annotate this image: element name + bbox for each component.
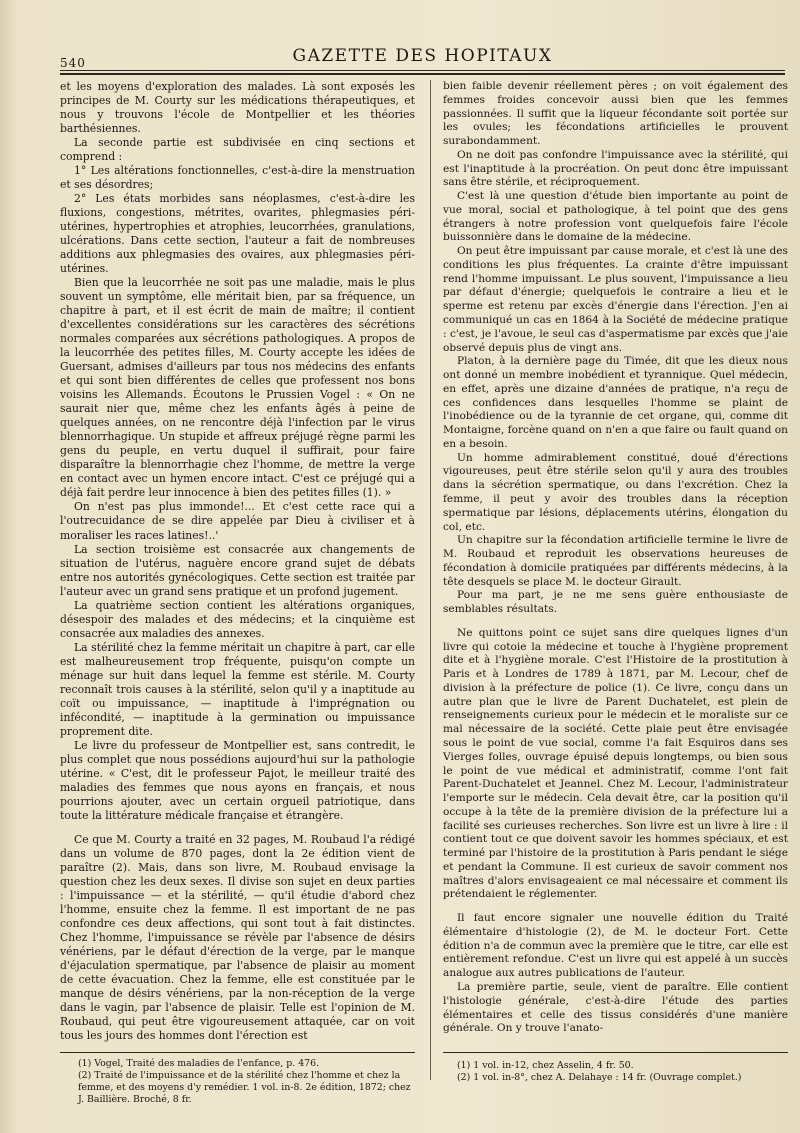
paragraph: La quatrième section contient les altérations organiques, désespoir des malades et des médecins; et la cinquième est consacrée aux maladies des annexes. — [60, 598, 415, 640]
journal-title: GAZETTE DES HOPITAUX — [292, 46, 553, 66]
paragraph: Ne quittons point ce sujet sans dire quelques lignes d'un livre qui cotoie la médecine et touche à l'hygiène proprement dite et à l'hygiène morale. C'est l'Histoire de la prostitution à Paris et à Londres de 1789 à 1871, par M. Lecour, chef de division à la préfecture de police (1). Ce livre, conçu dans un autre plan que le livre de Parent Duchatelet, est plein de renseignements curieux pour le médecin et le moraliste sur ce mal nécessaire de la société. Cette plaie peut être envisagée sous le point de vue social, comme l'a fait Esquiros dans ses Vierges folles, ouvrage épuisé depuis longtemps, ou bien sous le point de vue médical et administratif, comme l'ont fait Parent-Duchatelet et Jeannel. Chez M. Lecour, l'administrateur l'emporte sur le médecin. Cela devait être, car la position qu'il occupe à la tête de la première division de la préfecture lui a facilité ses curieuses recherches. Son livre est un livre à lire : il contient tout ce que doivent savoir les hommes spéciaux, et est terminé par l'histoire de la prostitution à Paris pendant le siége et pendant la Commune. Il est curieux de savoir comment nos maîtres d'alors envisageaient ce mal nécessaire et comment ils prétendaient le réglementer. — [443, 626, 788, 901]
footnote: (1) 1 vol. in-12, chez Asselin, 4 fr. 50. — [457, 1060, 634, 1071]
paragraph: La stérilité chez la femme méritait un chapitre à part, car elle est malheureusement trop fréquente, puisqu'on compte un ménage sur huit dans lequel la femme est stérile. M. Courty reconnaît trois causes à la stérilité, selon qu'il y a inaptitude au coït ou impuissance, — inaptitude à l'imprégnation ou infécondité, — inaptitude à la germination ou impuissance proprement dite. — [60, 640, 415, 738]
footnotes-left — [78, 1058, 418, 1106]
paragraph: Un chapitre sur la fécondation artificielle termine le livre de M. Roubaud et reproduit les observations heureuses de fécondation à domicile pratiquées par différents médecins, à la tête desquels se place M. le docteur Girault. — [443, 534, 788, 588]
paragraph: bien faible devenir réellement pères ; on voit également des femmes froides concevoir aussi bien que les femmes passionnées. Il suffit que la liqueur fécondante soit portée sur les ovules; les fécondations artificielles le prouvent surabondamment. — [443, 80, 788, 148]
paragraph: Un homme admirablement constitué, doué d'érections vigoureuses, peut être stérile selon qu'il y aura des troubles dans la sécrétion spermatique, ou dans l'excrétion. Chez la femme, il peut y avoir des troubles dans la réception spermatique par lésions, déplacements utérins, élongation du col, etc. — [443, 451, 788, 533]
paragraph: La section troisième est consacrée aux changements de situation de l'utérus, naguère encore grand sujet de débats entre nos autorités gynécologiques. Cette section est traitée par l'auteur avec un grand sens pratique et un profond jugement. — [60, 542, 415, 598]
paragraph: Le livre du professeur de Montpellier est, sans contredit, le plus complet que nous possédions aujourd'hui sur la pathologie utérine. « C'est, dit le professeur Pajot, le meilleur traité des maladies des femmes que nous ayons en français, et nous pourrions ajouter, avec un certain orgueil patriotique, dans toute la littérature médicale française et étrangère. — [60, 738, 415, 822]
paragraph: C'est là une question d'étude bien importante au point de vue moral, social et pathologique, à tel point que des gens étrangers à notre profession vont quelquefois faire l'école buissonnière dans le domaine de la médecine. — [443, 190, 788, 244]
page-number: 540 — [60, 56, 86, 70]
paragraph: 1° Les altérations fonctionnelles, c'est-à-dire la menstruation et ses désordres; — [60, 164, 415, 192]
paragraph: La première partie, seule, vient de paraître. Elle contient l'histologie générale, c'est-à-dire l'étude des parties élémentaires et celle des tissus considérés d'une manière générale. On y trouve l'anato- — [443, 981, 788, 1035]
footnotes-right — [457, 1060, 787, 1084]
header-rule-thick — [60, 73, 785, 75]
footnote: (2) 1 vol. in-8°, chez A. Delahaye : 14 fr. (Ouvrage complet.) — [457, 1072, 742, 1083]
paragraph: On peut être impuissant par cause morale, et c'est là une des conditions les plus fréquentes. La crainte d'être impuissant rend l'homme impuissant. Le plus souvent, l'impuissance a lieu par défaut d'énergie; quelquefois le contraire a lieu et le sperme est retenu par excès d'énergie dans l'érection. J'en ai communiqué un cas en 1864 à la Société de médecine pratique : c'est, je l'avoue, le seul cas d'aspermatisme par excès que j'aie observé depuis plus de vingt ans. — [443, 245, 788, 354]
paragraph: Pour ma part, je ne me sens guère enthousiaste de semblables résultats. — [443, 589, 788, 616]
paragraph: On ne doit pas confondre l'impuissance avec la stérilité, qui est l'inaptitude à la procréation. On peut donc être impuissant sans être stérile, et réciproquement. — [443, 148, 788, 189]
left-column — [60, 80, 415, 1043]
footnote-rule-left — [60, 1052, 415, 1053]
column-divider — [430, 80, 431, 1080]
header-rule — [60, 70, 785, 71]
paragraph: La seconde partie est subdivisée en cinq sections et comprend : — [60, 136, 415, 164]
paragraph: Bien que la leucorrhée ne soit pas une maladie, mais le plus souvent un symptôme, elle méritait bien, par sa fréquence, un chapitre à part, et il est écrit de main de maître; il contient d'excellentes considérations sur les caractères des sécrétions normales comparées aux sécrétions pathologiques. A propos de la leucorrhée des petites filles, M. Courty accepte les idées de Guersant, admises d'ailleurs par tous nos médecins des enfants et qui sont bien différentes de celles que professent nos bons voisins les Allemands. Écoutons le Prussien Vogel : « On ne saurait nier que, même chez les enfants âgés à peine de quelques années, on ne rencontre déjà l'infection par le virus blennorrhagique. Un stupide et affreux préjugé règne parmi les gens du peuple, en vertu duquel il suffirait, pour faire disparaître la blennorrhagie chez l'homme, de mettre la verge en contact avec un hymen encore intact. C'est ce préjugé qui a déjà fait perdre leur innocence à bien des petites filles (1). » — [60, 276, 415, 500]
masthead — [60, 44, 785, 70]
footnote: (2) Traité de l'impuissance et de la stérilité chez l'homme et chez la femme, et des moyens d'y remédier. 1 vol. in-8. 2e édition, 1872; chez J. Baillière. Broché, 8 fr. — [78, 1070, 411, 1105]
footnote: (1) Vogel, Traité des maladies de l'enfance, p. 476. — [78, 1058, 320, 1069]
paragraph: Ce que M. Courty a traité en 32 pages, M. Roubaud l'a rédigé dans un volume de 870 pages, dont la 2e édition vient de paraître (2). Mais, dans son livre, M. Roubaud envisage la question chez les deux sexes. Il divise son sujet en deux parties : l'impuissance — et la stérilité, — qu'il étudie d'abord chez l'homme, ensuite chez la femme. Il est important de ne pas confondre ces deux affections, qui sont tout à fait distinctes. Chez l'homme, l'impuissance se révèle par l'absence de désirs vénériens, par le défaut d'érection de la verge, par le manque d'éjaculation spermatique, par l'absence de plaisir au moment de cette évacuation. Chez la femme, elle est constituée par le manque de désirs vénériens, par la non-réception de la verge dans le vagin, par l'absence de plaisir. Telle est l'opinion de M. Roubaud, qui peut être vigoureusement attaquée, car on voit tous les jours des hommes dont l'érection est — [60, 832, 415, 1043]
paragraph: 2° Les états morbides sans néoplasmes, c'est-à-dire les fluxions, congestions, métrites, ovarites, phlegmasies péri-utérines, hypertrophies et atrophies, leucorrhées, granulations, ulcérations. Dans cette section, l'auteur a fait de nombreuses additions aux phlegmasies des ovaires, aux phlegmasies péri-utérines. — [60, 192, 415, 276]
paragraph: On n'est pas plus immonde!... Et c'est cette race qui a l'outrecuidance de se dire appelée par Dieu à civiliser et à moraliser les races latines!..' — [60, 500, 415, 542]
footnote-rule-right — [443, 1052, 788, 1053]
paragraph: et les moyens d'exploration des malades. Là sont exposés les principes de M. Courty sur les médications thérapeutiques, et nous y trouvons l'école de Montpellier et les théories barthésiennes. — [60, 80, 415, 136]
paragraph: Il faut encore signaler une nouvelle édition du Traité élémentaire d'histologie (2), de M. le docteur Fort. Cette édition n'a de commun avec la première que le titre, car elle est entièrement refondue. C'est un livre qui est appelé à un succès analogue aux autres publications de l'auteur. — [443, 912, 788, 980]
right-column — [443, 80, 788, 1036]
paragraph: Platon, à la dernière page du Timée, dit que les dieux nous ont donné un membre inobédient et tyrannique. Quel médecin, en effet, après une dizaine d'années de pratique, n'a reçu de ces confidences dans lesquelles l'homme se plaint de l'inobédience ou de la tyrannie de cet organe, qui, comme dit Montaigne, forcène quand on n'en a que faire ou fault quand on en a besoin. — [443, 355, 788, 450]
